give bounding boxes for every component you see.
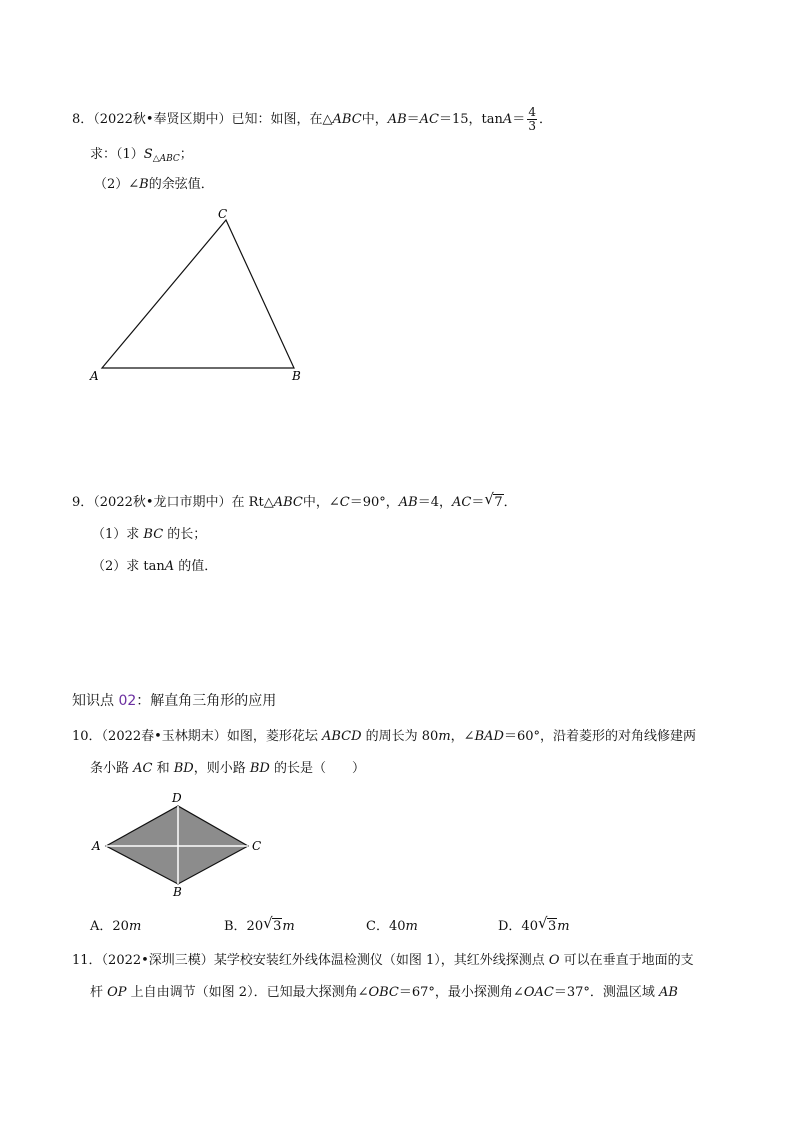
q10-line1: 10．（2022春•玉林期末）如图，菱形花坛 ABCD 的周长为 80m，∠BAD＝60°，沿着菱形的对角线修建两 <box>72 729 696 744</box>
option-b[interactable]: B．20 √ 3m <box>224 914 295 934</box>
triangle-abc <box>102 220 294 368</box>
option-a[interactable]: A．20m <box>90 919 142 934</box>
fraction-4-3: $\frac{4}{3}$ <box>528 105 536 133</box>
label-C: C <box>252 839 262 853</box>
q8-source: （2022秋•奉贤区期中） <box>93 112 232 127</box>
option-d[interactable]: D．40 √ 3m <box>498 914 570 934</box>
triangle-figure <box>80 200 320 390</box>
q8-line1: 8．（2022秋•奉贤区期中）已知：如图，在△ABC中，AB＝AC＝15，tanA＝ $\frac{4}{3}$ ． <box>72 105 552 133</box>
label-C: C <box>218 207 228 221</box>
q9-part1: （1）求 BC 的长； <box>92 527 207 542</box>
option-c[interactable]: C．40m <box>366 919 418 934</box>
sqrt-7: √ 7 <box>484 490 503 510</box>
section-heading: 知识点 02：解直角三角形的应用 <box>72 693 277 709</box>
label-B: B <box>292 369 301 383</box>
q11-line1: 11．（2022•深圳三模）某学校安装红外线体温检测仪（如图 1），其红外线探测点 O 可以在垂直于地面的支 <box>72 953 694 968</box>
q8-number: 8． <box>72 112 94 127</box>
label-D: D <box>172 791 182 805</box>
label-A: A <box>90 369 99 383</box>
label-A: A <box>92 839 101 853</box>
rhombus-abcd <box>106 806 248 884</box>
q8-part1: 求：$(1)S_{\triangle ABC}$； <box>90 147 193 164</box>
rhombus-figure <box>88 790 278 902</box>
q9-line1: 9．（2022秋•龙口市期中）在 Rt△ABC中，∠C＝90°，AB＝4，AC＝ √ 7． <box>72 490 517 510</box>
section-number: 02 <box>118 693 137 709</box>
q11-line2: 杆 OP 上自由调节（如图 2）．已知最大探测角∠OBC＝67°，最小探测角∠OAC＝37°．测温区域 AB <box>90 985 678 1000</box>
q8-part2: （2）∠B的余弦值． <box>94 177 214 192</box>
label-B: B <box>173 885 182 899</box>
q10-line2: 条小路 AC 和 BD，则小路 BD 的长是（ ） <box>90 761 365 776</box>
q9-part2: （2）求 tanA 的值． <box>92 559 218 574</box>
